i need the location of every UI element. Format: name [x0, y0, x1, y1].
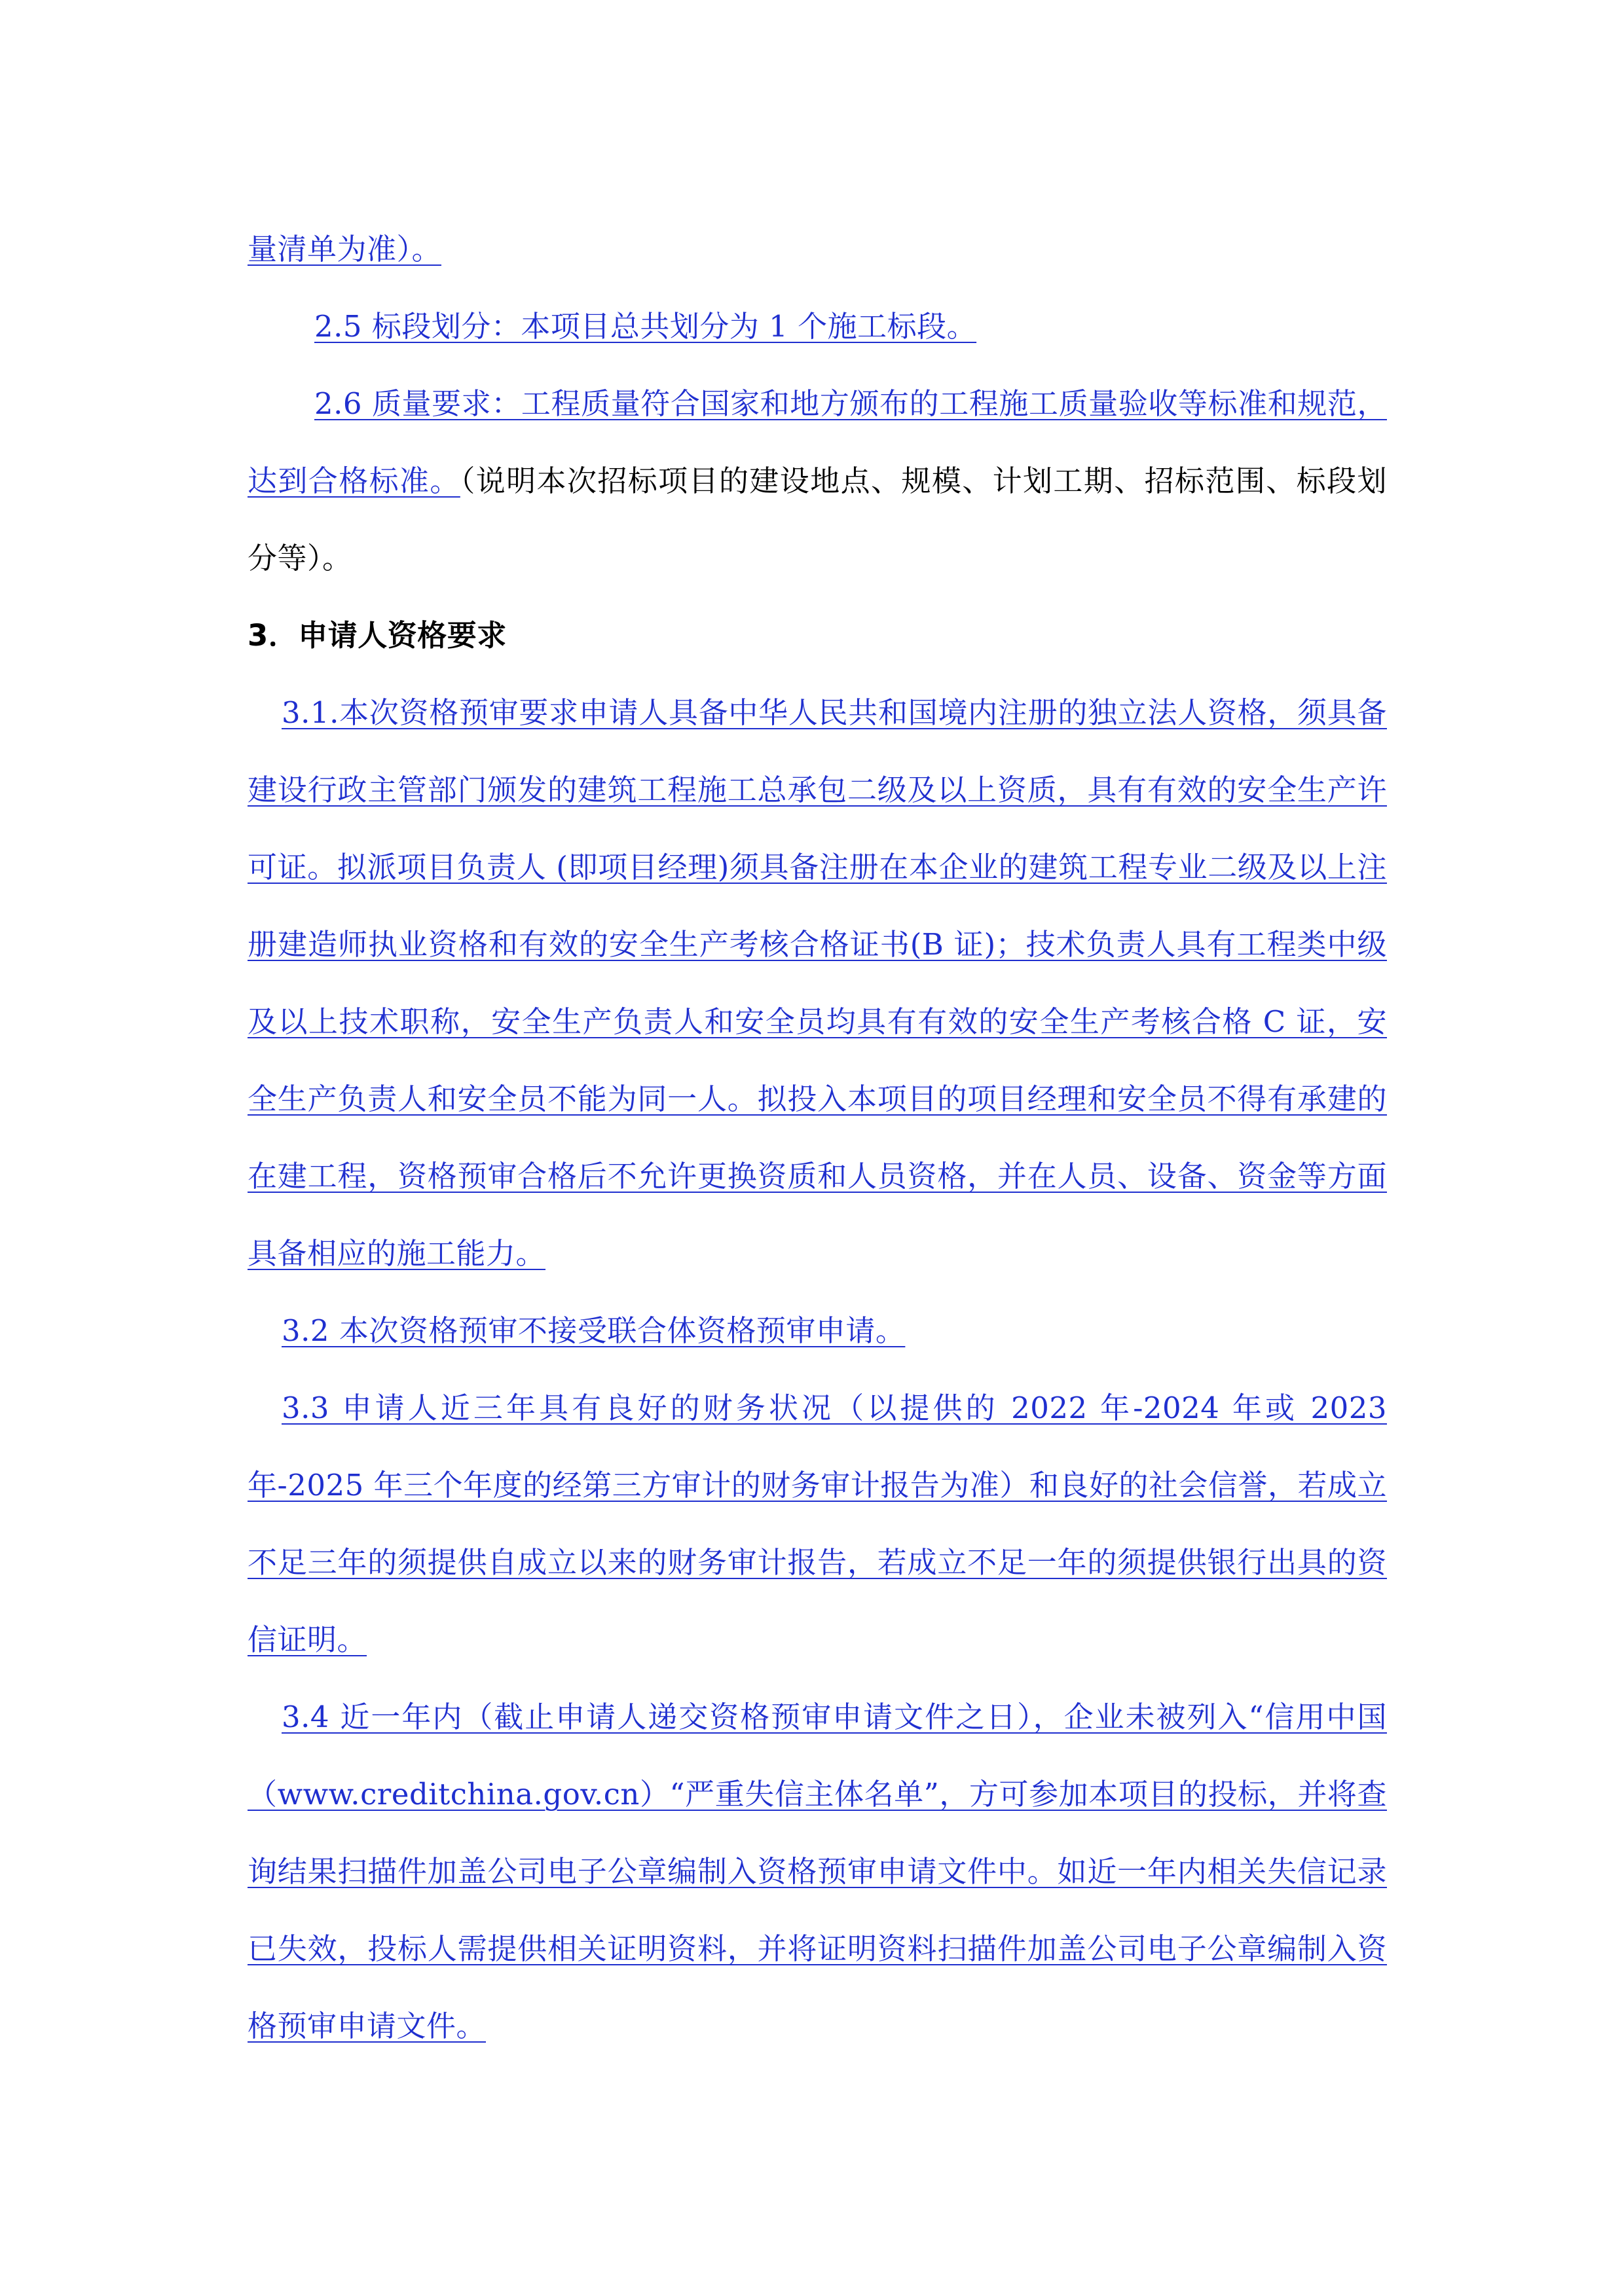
- financial-status-text: 3.3 申请人近三年具有良好的财务状况（以提供的 2022 年-2024 年或 2023 年-2025 年三个年度的经第三方审计的财务审计报告为准）和良好的社会信誉，若成立不足三年的须提供自成立以来的财务审计报告，若成立不足一年的须提供银行出具的资信证明。: [248, 1391, 1387, 1657]
- quality-requirement-text: 2.6 质量要求：工程质量符合国家和地方颁布的工程施工质量验收等标准和规范，达到合格标准。: [248, 386, 1387, 498]
- paragraph-continuation: [248, 211, 1387, 288]
- continuation-text: 量清单为准）。: [248, 232, 442, 266]
- paragraph-3-1-qualification-details: [248, 674, 1387, 1292]
- section-division-text: 2.5 标段划分：本项目总共划分为 1 个施工标段。: [314, 309, 977, 344]
- credit-record-text: 3.4 近一年内（截止申请人递交资格预审申请文件之日），企业未被列入“信用中国（www.creditchina.gov.cn）“严重失信主体名单”，方可参加本项目的投标，并将查询结果扫描件加盖公司电子公章编制入资格预审申请文件中。如近一年内相关失信记录已失效，投标人需提供相关证明资料，并将证明资料扫描件加盖公司电子公章编制入资格预审申请文件。: [248, 1700, 1387, 2043]
- quality-requirement-note: （说明本次招标项目的建设地点、规模、计划工期、招标范围、标段划分等）。: [248, 464, 1387, 575]
- paragraph-3-2-no-consortium: [248, 1292, 1387, 1370]
- heading-applicant-qualification-text: 3．申请人资格要求: [248, 618, 507, 653]
- paragraph-2-5-section-division: [248, 288, 1387, 365]
- paragraph-2-6-quality-requirement: [248, 365, 1387, 597]
- heading-applicant-qualification: [248, 597, 1387, 674]
- qualification-details-text: 3.1.本次资格预审要求申请人具备中华人民共和国境内注册的独立法人资格，须具备建设行政主管部门颁发的建筑工程施工总承包二级及以上资质，具有有效的安全生产许可证。拟派项目负责人 (即项目经理)须具备注册在本企业的建筑工程专业二级及以上注册建造师执业资格和有效的安全生产考核合格证书(B 证)；技术负责人具有工程类中级及以上技术职称，安全生产负责人和安全员均具有有效的安全生产考核合格 C 证，安全生产负责人和安全员不能为同一人。拟投入本项目的项目经理和安全员不得有承建的在建工程，资格预审合格后不允许更换资质和人员资格，并在人员、设备、资金等方面具备相应的施工能力。: [248, 695, 1387, 1271]
- document-body: [248, 211, 1387, 2065]
- paragraph-3-4-credit-record: [248, 1679, 1387, 2065]
- no-consortium-text: 3.2 本次资格预审不接受联合体资格预审申请。: [282, 1313, 906, 1348]
- paragraph-3-3-financial-status: [248, 1370, 1387, 1679]
